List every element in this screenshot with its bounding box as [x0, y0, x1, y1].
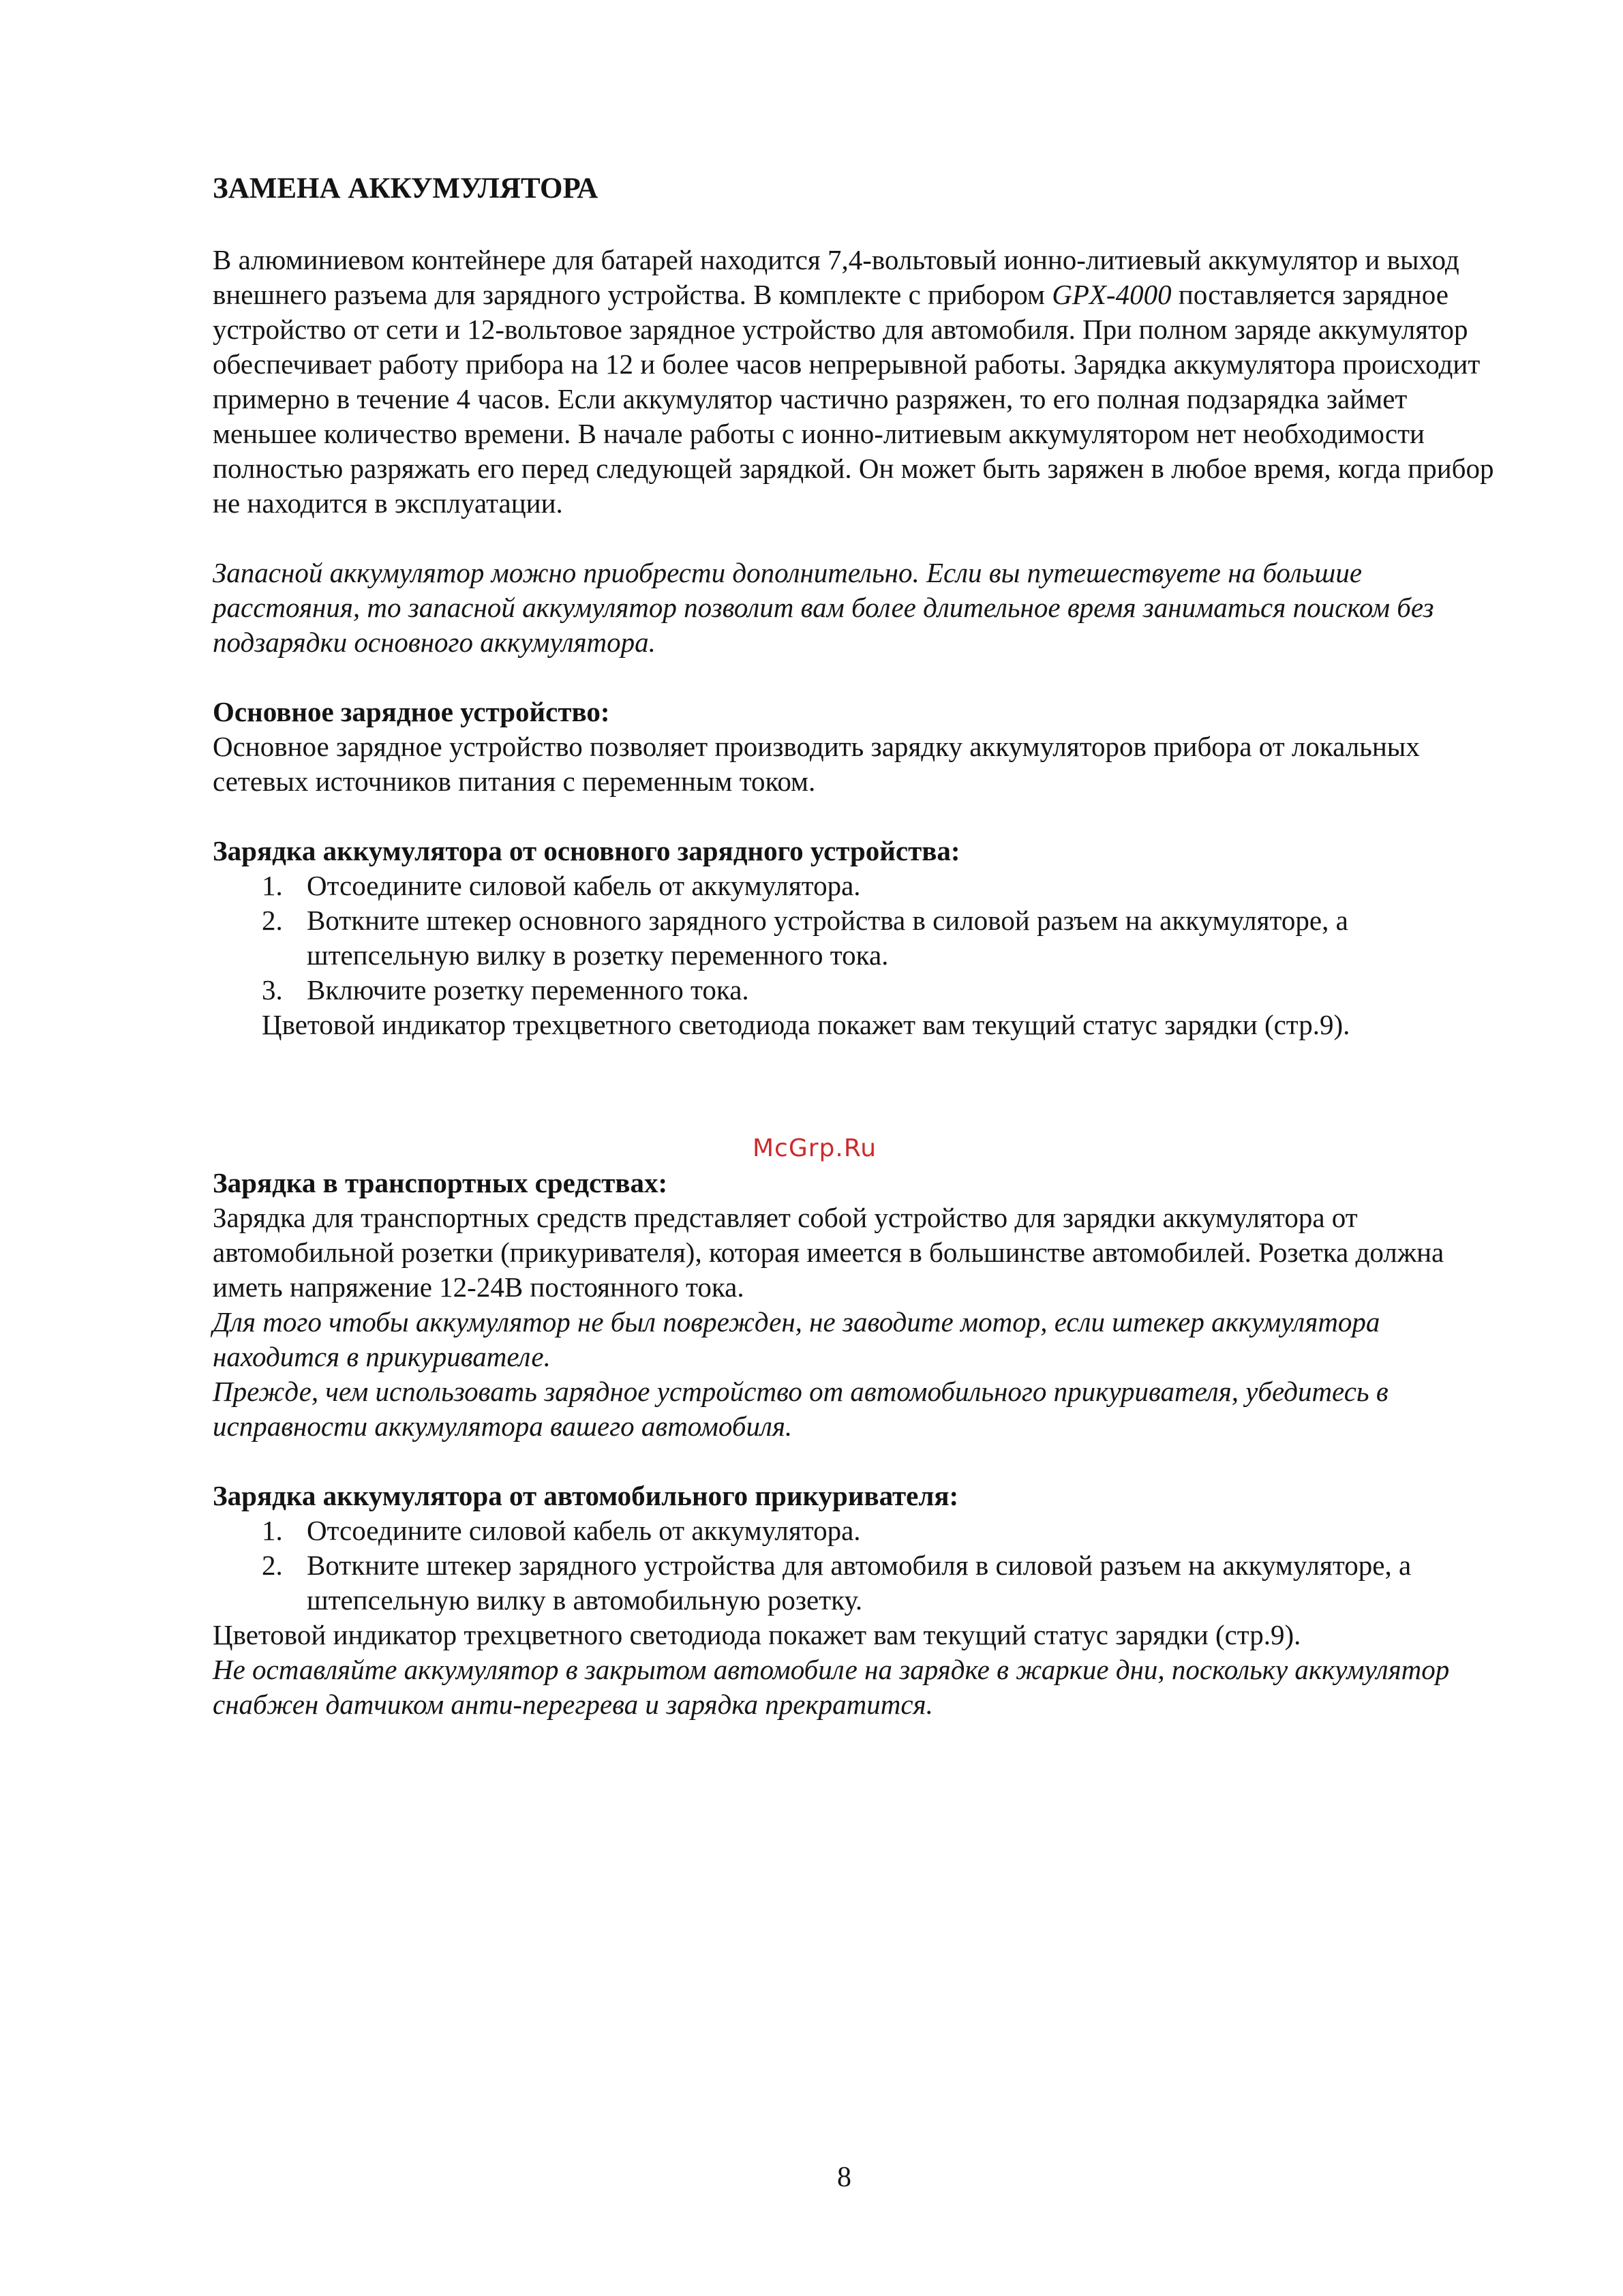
main-charging-section [213, 834, 1494, 1042]
list-item [262, 903, 1494, 973]
step-text: Отсоедините силовой кабель от аккумулятора. [307, 1515, 861, 1546]
vehicle-content [213, 1166, 1494, 1757]
step-number: 3. [262, 974, 283, 1006]
list-item [262, 1513, 1494, 1548]
step-text: Отсоедините силовой кабель от аккумулятора. [307, 870, 861, 901]
page-title: ЗАМЕНА АККУМУЛЯТОРА [213, 172, 598, 205]
model-name: GPX-4000 [1052, 279, 1172, 310]
step-number: 2. [262, 905, 283, 936]
car-charging-heading: Зарядка аккумулятора от автомобильного прикуривателя: [213, 1480, 959, 1511]
vehicle-warning-battery: Прежде, чем использовать зарядное устройство от автомобильного прикуривателя, убедитесь в исправности аккумулятора вашего автомобиля. [213, 1376, 1389, 1442]
main-charging-heading: Зарядка аккумулятора от основного зарядного устройства: [213, 835, 960, 866]
step-text: Воткните штекер основного зарядного устройства в силовой разъем на аккумуляторе, а штепсельную вилку в розетку переменного тока. [307, 905, 1348, 971]
main-charging-steps [213, 868, 1494, 1008]
vehicle-text: Зарядка для транспортных средств представляет собой устройство для зарядки аккумулятора от автомобильной розетки (прикуривателя), которая имеется в большинстве автомобилей. Розетка должна иметь напряжение 12-24В постоянного тока. [213, 1202, 1444, 1303]
vehicle-warning-motor: Для того чтобы аккумулятор не был поврежден, не заводите мотор, если штекер аккумулятора находится в прикуривателе. [213, 1306, 1380, 1372]
car-charging-steps [213, 1513, 1494, 1618]
step-number: 1. [262, 1515, 283, 1546]
vehicle-heading: Зарядка в транспортных средствах: [213, 1167, 668, 1198]
step-text: Воткните штекер зарядного устройства для автомобиля в силовой разъем на аккумуляторе, а штепсельную вилку в автомобильную розетку. [307, 1550, 1412, 1616]
main-charger-section [213, 695, 1494, 799]
main-charging-note: Цветовой индикатор трехцветного светодиода покажет вам текущий статус зарядки (стр.9). [262, 1009, 1350, 1040]
spare-battery-note: Запасной аккумулятор можно приобрести дополнительно. Если вы путешествуете на большие расстояния, то запасной аккумулятор позволит вам более длительное время заниматься поиском без подзарядки основного аккумулятора. [213, 557, 1434, 658]
page-content [213, 170, 1494, 1077]
list-item [262, 973, 1494, 1008]
step-number: 2. [262, 1550, 283, 1581]
car-charging-note: Цветовой индикатор трехцветного светодиода покажет вам текущий статус зарядки (стр.9). [213, 1619, 1301, 1650]
car-charging-section [213, 1479, 1494, 1722]
page-number: 8 [837, 2162, 851, 2193]
car-charging-warning: Не оставляйте аккумулятор в закрытом автомобиле на зарядке в жаркие дни, поскольку аккумулятор снабжен датчиком анти-перегрева и зарядка прекратится. [213, 1654, 1450, 1720]
list-item [262, 1548, 1494, 1618]
main-charger-text: Основное зарядное устройство позволяет производить зарядку аккумуляторов прибора от локальных сетевых источников питания с переменным током. [213, 731, 1420, 797]
step-number: 1. [262, 870, 283, 901]
list-item [262, 868, 1494, 903]
step-text: Включите розетку переменного тока. [307, 974, 749, 1006]
intro-text-start: В алюминиевом контейнере для батарей находится 7,4-вольтовый ионно-литиевый аккумулятор и выход внешнего разъема для зарядного устройства. В комплекте с прибором [213, 244, 1459, 310]
main-charger-heading: Основное зарядное устройство: [213, 696, 610, 727]
vehicle-section [213, 1166, 1494, 1444]
intro-text-end: поставляется зарядное устройство от сети и 12-вольтовое зарядное устройство для автомобиля. При полном заряде аккумулятор обеспечивает работу прибора на 12 и более часов непрерывной работы. Зарядка аккумулятора происходит примерно в течение 4 часов. Если аккумулятор частично разряжен, то его полная подзарядка займет меньшее количество времени. В начале работы с ионно-литиевым аккумулятором нет необходимости полностью разряжать его перед следующей зарядкой. Он может быть заряжен в любое время, когда прибор не находится в эксплуатации. [213, 279, 1494, 519]
watermark: McGrp.Ru [753, 1134, 877, 1162]
intro-paragraph [213, 243, 1494, 521]
